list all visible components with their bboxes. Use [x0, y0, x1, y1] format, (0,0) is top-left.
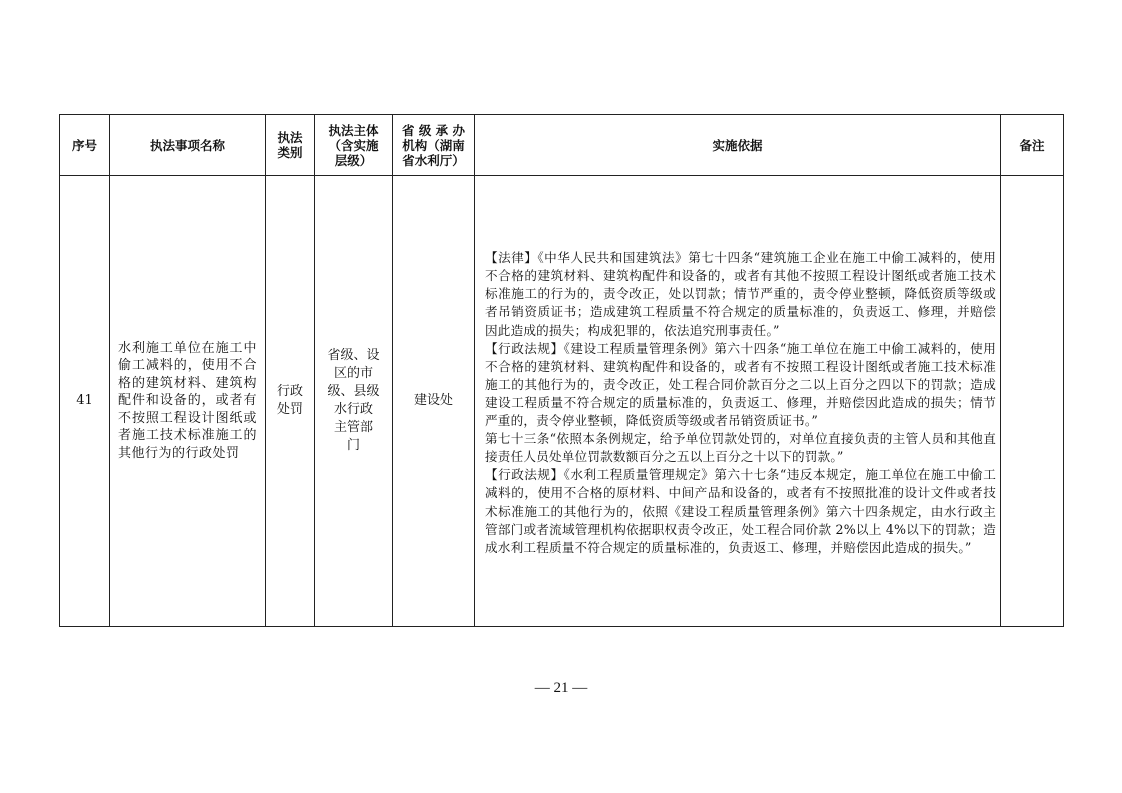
basis-paragraph: 【行政法规】《水利工程质量管理规定》第六十七条“违反本规定，施工单位在施工中偷工减料的，使用不合格的原材料、中间产品和设备的，或者有不按照批准的设计文件或者技术标准施工的其他行为的，依照《建设工程质量管理条例》第六十四条规定，由水行政主管部门或者流域管理机构依据职权责令改正，处工程合同价款 2%以上 4%以下的罚款；造成水利工程质量不符合规定的质量标准的，负责返工、修理，并赔偿因此造成的损失。” — [485, 467, 996, 555]
table-row — [60, 176, 1064, 627]
enforcement-table — [59, 114, 1064, 627]
row-basis-cell — [475, 176, 1001, 627]
basis-paragraph: 第七十三条“依照本条例规定，给予单位罚款处罚的，对单位直接负责的主管人员和其他直接责任人员处单位罚款数额百分之五以上百分之十以下的罚款。” — [485, 431, 996, 465]
header-agency: 省 级 承 办 机构（湖南 省水利厅） — [393, 115, 475, 176]
row-no: 41 — [60, 176, 110, 627]
header-category: 执法 类别 — [266, 115, 315, 176]
basis-paragraph: 【法律】《中华人民共和国建筑法》第七十四条“建筑施工企业在施工中偷工减料的，使用不合格的建筑材料、建筑构配件和设备的，或者有其他不按照工程设计图纸或者施工技术标准施工的行为的，责令改正，处以罚款；情节严重的，责令停业整顿，降低资质等级或者吊销资质证书；造成建筑工程质量不符合规定的质量标准的，负责返工、修理，并赔偿因此造成的损失；构成犯罪的，依法追究刑事责任。” — [485, 250, 996, 338]
header-basis: 实施依据 — [475, 115, 1001, 176]
header-remarks: 备注 — [1001, 115, 1064, 176]
row-basis — [475, 225, 1000, 577]
table-header-row — [60, 115, 1064, 176]
row-subject: 省级、设 区的市 级、县级 水行政 主管部 门 — [315, 176, 393, 627]
header-name: 执法事项名称 — [110, 115, 266, 176]
row-name: 水利施工单位在施工中偷工减料的，使用不合格的建筑材料、建筑构配件和设备的，或者有不按照工程设计图纸或者施工技术标准施工的其他行为的行政处罚 — [118, 340, 257, 461]
row-agency: 建设处 — [393, 176, 475, 627]
row-category: 行政 处罚 — [266, 176, 315, 627]
row-remarks — [1001, 176, 1064, 627]
page-number: — 21 — — [534, 680, 588, 696]
header-subject: 执法主体 （含实施 层级） — [315, 115, 393, 176]
header-no: 序号 — [60, 115, 110, 176]
row-name-cell — [110, 176, 266, 627]
basis-paragraph: 【行政法规】《建设工程质量管理条例》第六十四条“施工单位在施工中偷工减料的，使用不合格的建筑材料、建筑构配件和设备的，或者有不按照工程设计图纸或者施工技术标准施工的其他行为的，责令改正，处工程合同价款百分之二以上百分之四以下的罚款；造成建设工程质量不符合规定的质量标准的，负责返工、修理，并赔偿因此造成的损失；情节严重的，责令停业整顿，降低资质等级或者吊销资质证书。” — [485, 340, 996, 429]
